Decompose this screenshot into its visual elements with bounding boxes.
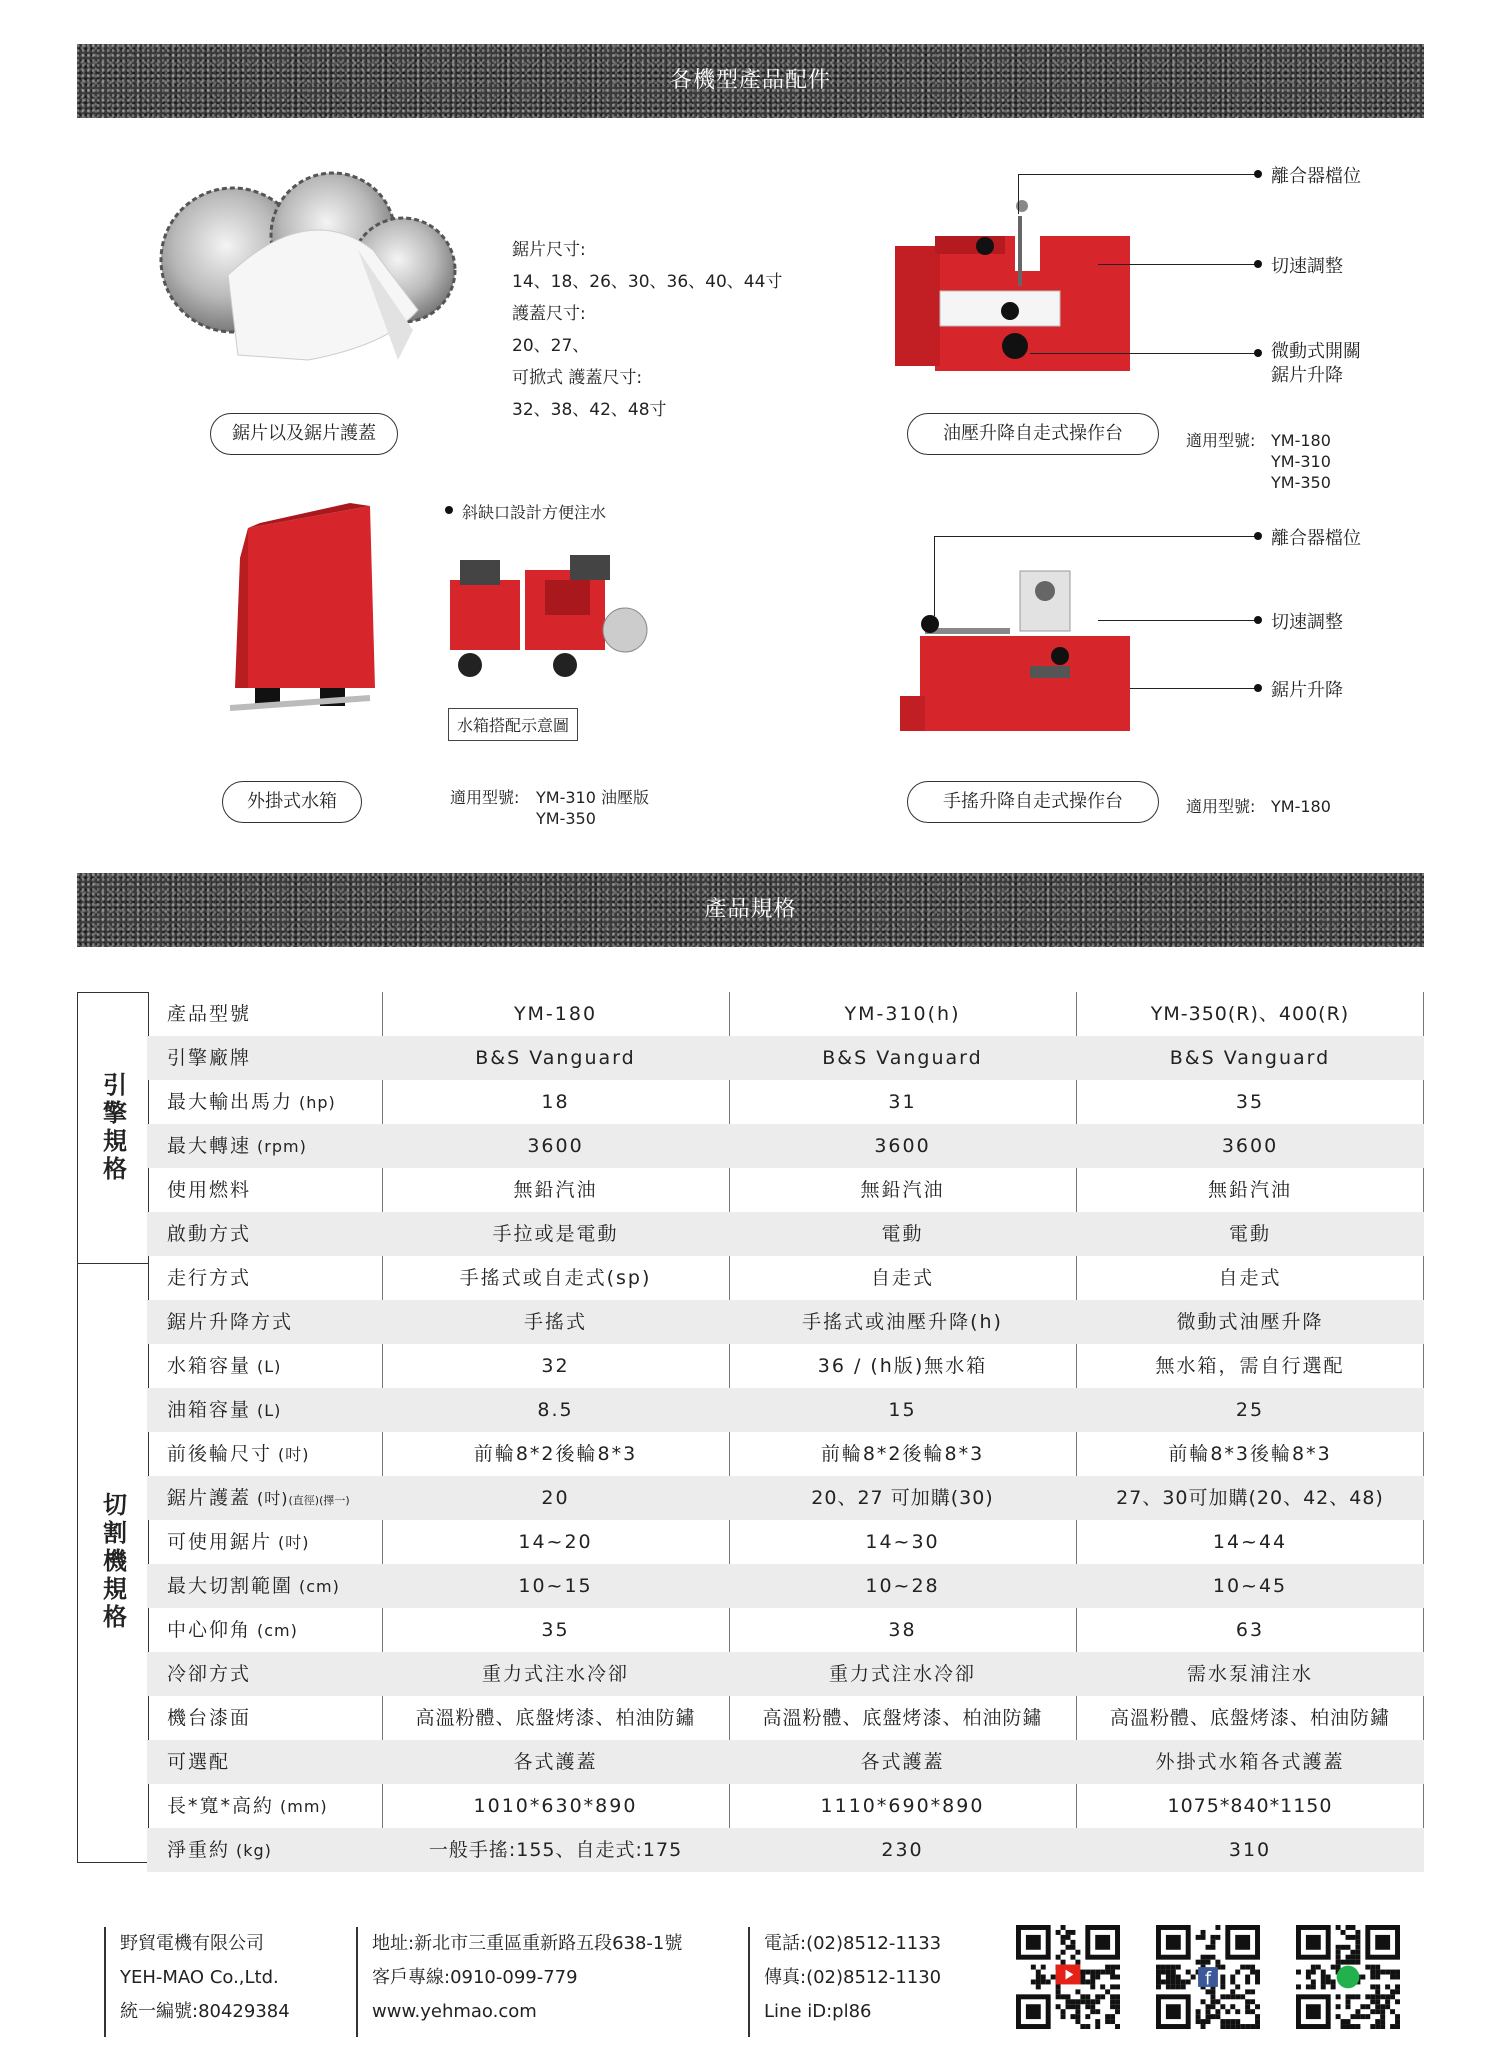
manual-callout-lift: 鋸片升降 (1271, 680, 1343, 701)
blade-spec-line: 32、38、42、48寸 (512, 400, 667, 420)
spec-unit: (rpm) (257, 1137, 307, 1156)
spec-unit: (L) (257, 1401, 282, 1420)
blade-spec-text (512, 234, 782, 426)
spec-unit: (L) (257, 1357, 282, 1376)
spec-row-label (167, 1388, 281, 1432)
model-item: YM-180 (1271, 797, 1331, 816)
spec-note: (直徑)(擇一) (288, 1494, 350, 1507)
specs-section-title: 產品規格 (77, 873, 1424, 947)
spec-label-text: 引擎廠牌 (167, 1047, 252, 1069)
spec-label-text: 可選配 (167, 1751, 231, 1773)
spec-value-model-1: 手搖式 (523, 1311, 587, 1333)
spec-value-model-2: 無鉛汽油 (860, 1179, 945, 1201)
spec-unit: (kg) (236, 1841, 272, 1860)
spec-value-model-3: 無鉛汽油 (1207, 1179, 1292, 1201)
water-tank-note: 斜缺口設計方便注水 (462, 503, 607, 522)
spec-value-model-1: 10~15 (518, 1575, 593, 1597)
spec-row-label (167, 1344, 281, 1388)
spec-row-label (167, 1784, 328, 1828)
footer-fax: 傳真:(02)8512-1130 (764, 1967, 942, 1988)
spec-value-model-3: 需水泵浦注水 (1186, 1663, 1313, 1685)
spec-row (147, 1080, 1424, 1124)
spec-label-text: 可使用鋸片 (167, 1531, 273, 1553)
manual-panel-label: 手搖升降自走式操作台 (907, 781, 1159, 823)
spec-value-model-1: 3600 (527, 1135, 584, 1157)
manual-callout-clutch: 離合器檔位 (1271, 528, 1361, 549)
spec-label-text: 鋸片升降方式 (167, 1311, 294, 1333)
spec-row-label (167, 1300, 293, 1344)
spec-value-model-1: 手搖式或自走式(sp) (459, 1267, 652, 1289)
spec-label-text: 機台漆面 (167, 1707, 252, 1729)
engine-spec-group (77, 992, 149, 1264)
spec-row-label (167, 1564, 340, 1608)
spec-value-model-3: 310 (1228, 1839, 1272, 1861)
spec-row (147, 1608, 1424, 1652)
manual-models (1271, 796, 1331, 817)
spec-value-model-3: 10~45 (1212, 1575, 1288, 1597)
spec-value-model-1: B&S Vanguard (475, 1047, 636, 1069)
spec-row (147, 1828, 1424, 1872)
spec-label-text: 淨重約 (167, 1839, 231, 1861)
spec-value-model-2: 高溫粉體、底盤烤漆、柏油防鏽 (762, 1707, 1043, 1729)
blade-spec-line: 鋸片尺寸: (512, 240, 586, 260)
spec-row (147, 1784, 1424, 1828)
cutter-spec-group-label: 切割機規格 (98, 1492, 127, 1632)
spec-row-label (167, 1828, 272, 1872)
spec-value-model-2: 1110*690*890 (820, 1795, 985, 1817)
spec-unit: (吋) (278, 1533, 310, 1552)
spec-value-model-3: 高溫粉體、底盤烤漆、柏油防鏽 (1109, 1707, 1390, 1729)
spec-value-model-2: 14~30 (865, 1531, 940, 1553)
water-tank-models-label: 適用型號: (450, 788, 520, 807)
hydraulic-panel-label: 油壓升降自走式操作台 (907, 413, 1159, 455)
spec-label-text: 最大切割範圍 (167, 1575, 294, 1597)
spec-value-model-3: 電動 (1228, 1223, 1271, 1245)
spec-value-model-1: 20 (541, 1487, 570, 1509)
spec-value-model-1: 前輪8*2後輪8*3 (473, 1443, 638, 1465)
water-tank-diagram-caption: 水箱搭配示意圖 (448, 708, 578, 741)
spec-value-model-2: 36 / (h版)無水箱 (817, 1355, 988, 1377)
spec-value-model-2: 31 (888, 1091, 917, 1113)
cutter-spec-group (77, 1262, 149, 1863)
spec-row-label (167, 1432, 310, 1476)
spec-label-text: 最大轉速 (167, 1135, 252, 1157)
spec-unit: (吋) (257, 1489, 289, 1508)
spec-value-model-2: 20、27 可加購(30) (811, 1487, 994, 1509)
spec-row (147, 1652, 1424, 1696)
footer-address-line: 地址:新北市三重區重新路五段638-1號 (372, 1933, 683, 1954)
footer-contact (764, 1927, 941, 2029)
spec-value-model-3: 前輪8*3後輪8*3 (1168, 1443, 1332, 1465)
hydraulic-callout-switch (1271, 340, 1361, 388)
spec-value-model-3: 1075*840*1150 (1167, 1795, 1333, 1817)
hydraulic-callout-switch-line2: 鋸片升降 (1271, 365, 1343, 386)
spec-value-model-3: 外掛式水箱各式護蓋 (1155, 1751, 1345, 1773)
spec-value-model-2: 各式護蓋 (860, 1751, 945, 1773)
footer-address (372, 1927, 682, 2029)
spec-value-model-1: 35 (541, 1619, 570, 1641)
hydraulic-models (1271, 430, 1331, 493)
footer-company (120, 1927, 290, 2029)
spec-row-label (167, 1168, 251, 1212)
spec-value-model-3: 35 (1235, 1091, 1265, 1113)
spec-value-model-1: 重力式注水冷卻 (481, 1663, 629, 1685)
spec-value-model-2: 10~28 (865, 1575, 940, 1597)
spec-value-model-3: 25 (1235, 1399, 1265, 1421)
line-qr-code[interactable] (1296, 1925, 1400, 2029)
spec-label-text: 中心仰角 (167, 1619, 252, 1641)
spec-row (147, 1740, 1424, 1784)
spec-value-model-2: B&S Vanguard (822, 1047, 983, 1069)
manual-panel-image (900, 556, 1140, 736)
spec-row (147, 1168, 1424, 1212)
model-item: YM-310 (1271, 452, 1331, 471)
spec-label-text: 水箱容量 (167, 1355, 252, 1377)
spec-value-model-3: 63 (1235, 1619, 1265, 1641)
spec-row-label (167, 1476, 350, 1520)
spec-label-text: 走行方式 (167, 1267, 252, 1289)
spec-unit: (mm) (280, 1797, 328, 1816)
spec-row (147, 1388, 1424, 1432)
hydraulic-callout-switch-line1: 微動式開關 (1271, 341, 1361, 362)
blade-spec-line: 護蓋尺寸: (512, 304, 586, 324)
spec-value-model-2: 手搖式或油壓升降(h) (802, 1311, 1003, 1333)
spec-value-model-2: 自走式 (870, 1267, 934, 1289)
spec-value-model-1: 18 (541, 1091, 570, 1113)
spec-value-model-3: 自走式 (1218, 1267, 1282, 1289)
spec-row (147, 1564, 1424, 1608)
blade-spec-line: 14、18、26、30、36、40、44寸 (512, 272, 783, 292)
model-item: YM-350 (536, 809, 596, 828)
saw-blade-image (158, 170, 458, 370)
model-item: YM-310 油壓版 (536, 788, 649, 807)
hydraulic-models-label: 適用型號: (1186, 431, 1256, 450)
model-item: YM-350 (1271, 473, 1331, 492)
spec-row-label (167, 1696, 251, 1740)
spec-row-label (167, 1256, 251, 1300)
spec-value-model-1: YM-180 (513, 1003, 598, 1025)
manual-callout-speed: 切速調整 (1271, 612, 1343, 633)
spec-value-model-2: YM-310(h) (844, 1003, 961, 1025)
spec-row (147, 1036, 1424, 1080)
hydraulic-callout-speed: 切速調整 (1271, 256, 1343, 277)
footer-phone: 電話:(02)8512-1133 (764, 1933, 942, 1954)
spec-label-text: 長*寬*高約 (167, 1795, 275, 1817)
blade-guard-label: 鋸片以及鋸片護蓋 (210, 413, 398, 455)
water-tank-models (536, 787, 649, 829)
blade-spec-line: 20、27、 (512, 336, 590, 356)
spec-label-text: 啟動方式 (167, 1223, 252, 1245)
spec-unit: (hp) (299, 1093, 336, 1112)
spec-value-model-1: 各式護蓋 (513, 1751, 598, 1773)
spec-label-text: 油箱容量 (167, 1399, 252, 1421)
spec-row-label (167, 1520, 310, 1564)
spec-label-text: 前後輪尺寸 (167, 1443, 273, 1465)
spec-value-model-2: 3600 (874, 1135, 931, 1157)
spec-value-model-1: 手拉或是電動 (492, 1223, 619, 1245)
spec-row (147, 1344, 1424, 1388)
spec-value-model-1: 32 (541, 1355, 570, 1377)
spec-row (147, 1124, 1424, 1168)
spec-row-label (167, 1080, 336, 1124)
spec-value-model-2: 電動 (881, 1223, 924, 1245)
spec-value-model-3: 微動式油壓升降 (1176, 1311, 1324, 1333)
spec-value-model-2: 38 (888, 1619, 917, 1641)
footer-hotline: 客戶專線:0910-099-779 (372, 1967, 578, 1988)
spec-row (147, 1212, 1424, 1256)
footer-line-id: Line iD:pl86 (764, 2001, 872, 2022)
spec-row-label (167, 1608, 298, 1652)
spec-value-model-1: 高溫粉體、底盤烤漆、柏油防鏽 (415, 1707, 696, 1729)
spec-unit: (cm) (257, 1621, 298, 1640)
spec-value-model-2: 前輪8*2後輪8*3 (820, 1443, 985, 1465)
spec-row (147, 1476, 1424, 1520)
footer-tax-id: 統一編號:80429384 (120, 2001, 290, 2022)
manual-models-label: 適用型號: (1186, 797, 1256, 816)
spec-label-text: 冷卻方式 (167, 1663, 252, 1685)
spec-row (147, 1696, 1424, 1740)
blade-spec-line: 可掀式 護蓋尺寸: (512, 368, 643, 388)
spec-row (147, 1520, 1424, 1564)
engine-spec-group-label: 引擎規格 (98, 1072, 127, 1184)
water-tank-diagram-image (430, 540, 650, 690)
svg-text:f: f (1204, 1969, 1212, 1990)
youtube-qr-code[interactable] (1016, 1925, 1120, 2029)
hydraulic-panel-image (895, 176, 1145, 376)
footer-company-name: 野貿電機有限公司 (120, 1933, 264, 1954)
spec-value-model-1: 一般手搖:155、自走式:175 (428, 1839, 683, 1861)
water-tank-image (220, 498, 380, 718)
spec-row-label (167, 1212, 251, 1256)
spec-row-label (167, 1740, 230, 1784)
spec-value-model-3: B&S Vanguard (1169, 1047, 1331, 1069)
spec-row (147, 1300, 1424, 1344)
spec-row (147, 1432, 1424, 1476)
hydraulic-callout-clutch: 離合器檔位 (1271, 166, 1361, 187)
spec-value-model-1: 1010*630*890 (473, 1795, 638, 1817)
spec-row (147, 1256, 1424, 1300)
spec-unit: (cm) (299, 1577, 340, 1596)
water-tank-label: 外掛式水箱 (222, 781, 362, 823)
spec-label-text: 鋸片護蓋 (167, 1487, 252, 1509)
spec-value-model-3: 14~44 (1212, 1531, 1288, 1553)
spec-value-model-2: 230 (881, 1839, 924, 1861)
spec-value-model-3: 27、30可加購(20、42、48) (1116, 1487, 1384, 1509)
footer-website-link[interactable]: www.yehmao.com (372, 2001, 537, 2022)
spec-value-model-1: 8.5 (537, 1399, 574, 1421)
spec-label-text: 使用燃料 (167, 1179, 252, 1201)
model-item: YM-180 (1271, 431, 1331, 450)
spec-row (147, 992, 1424, 1036)
spec-label-text: 產品型號 (167, 1003, 252, 1025)
spec-row-label (167, 992, 251, 1036)
spec-value-model-2: 15 (888, 1399, 917, 1421)
spec-unit: (吋) (278, 1445, 310, 1464)
spec-value-model-3: 3600 (1221, 1135, 1279, 1157)
footer-company-en: YEH-MAO Co.,Ltd. (120, 1967, 279, 1988)
spec-row-label (167, 1652, 251, 1696)
spec-row-label (167, 1124, 307, 1168)
spec-value-model-3: YM-350(R)、400(R) (1150, 1003, 1350, 1025)
spec-value-model-1: 14~20 (518, 1531, 593, 1553)
spec-row-label (167, 1036, 251, 1080)
spec-value-model-3: 無水箱，需自行選配 (1155, 1355, 1345, 1377)
spec-value-model-1: 無鉛汽油 (513, 1179, 598, 1201)
accessories-section-title: 各機型產品配件 (77, 44, 1424, 118)
spec-value-model-2: 重力式注水冷卻 (828, 1663, 976, 1685)
spec-label-text: 最大輸出馬力 (167, 1091, 294, 1113)
facebook-qr-code[interactable] (1156, 1925, 1260, 2029)
